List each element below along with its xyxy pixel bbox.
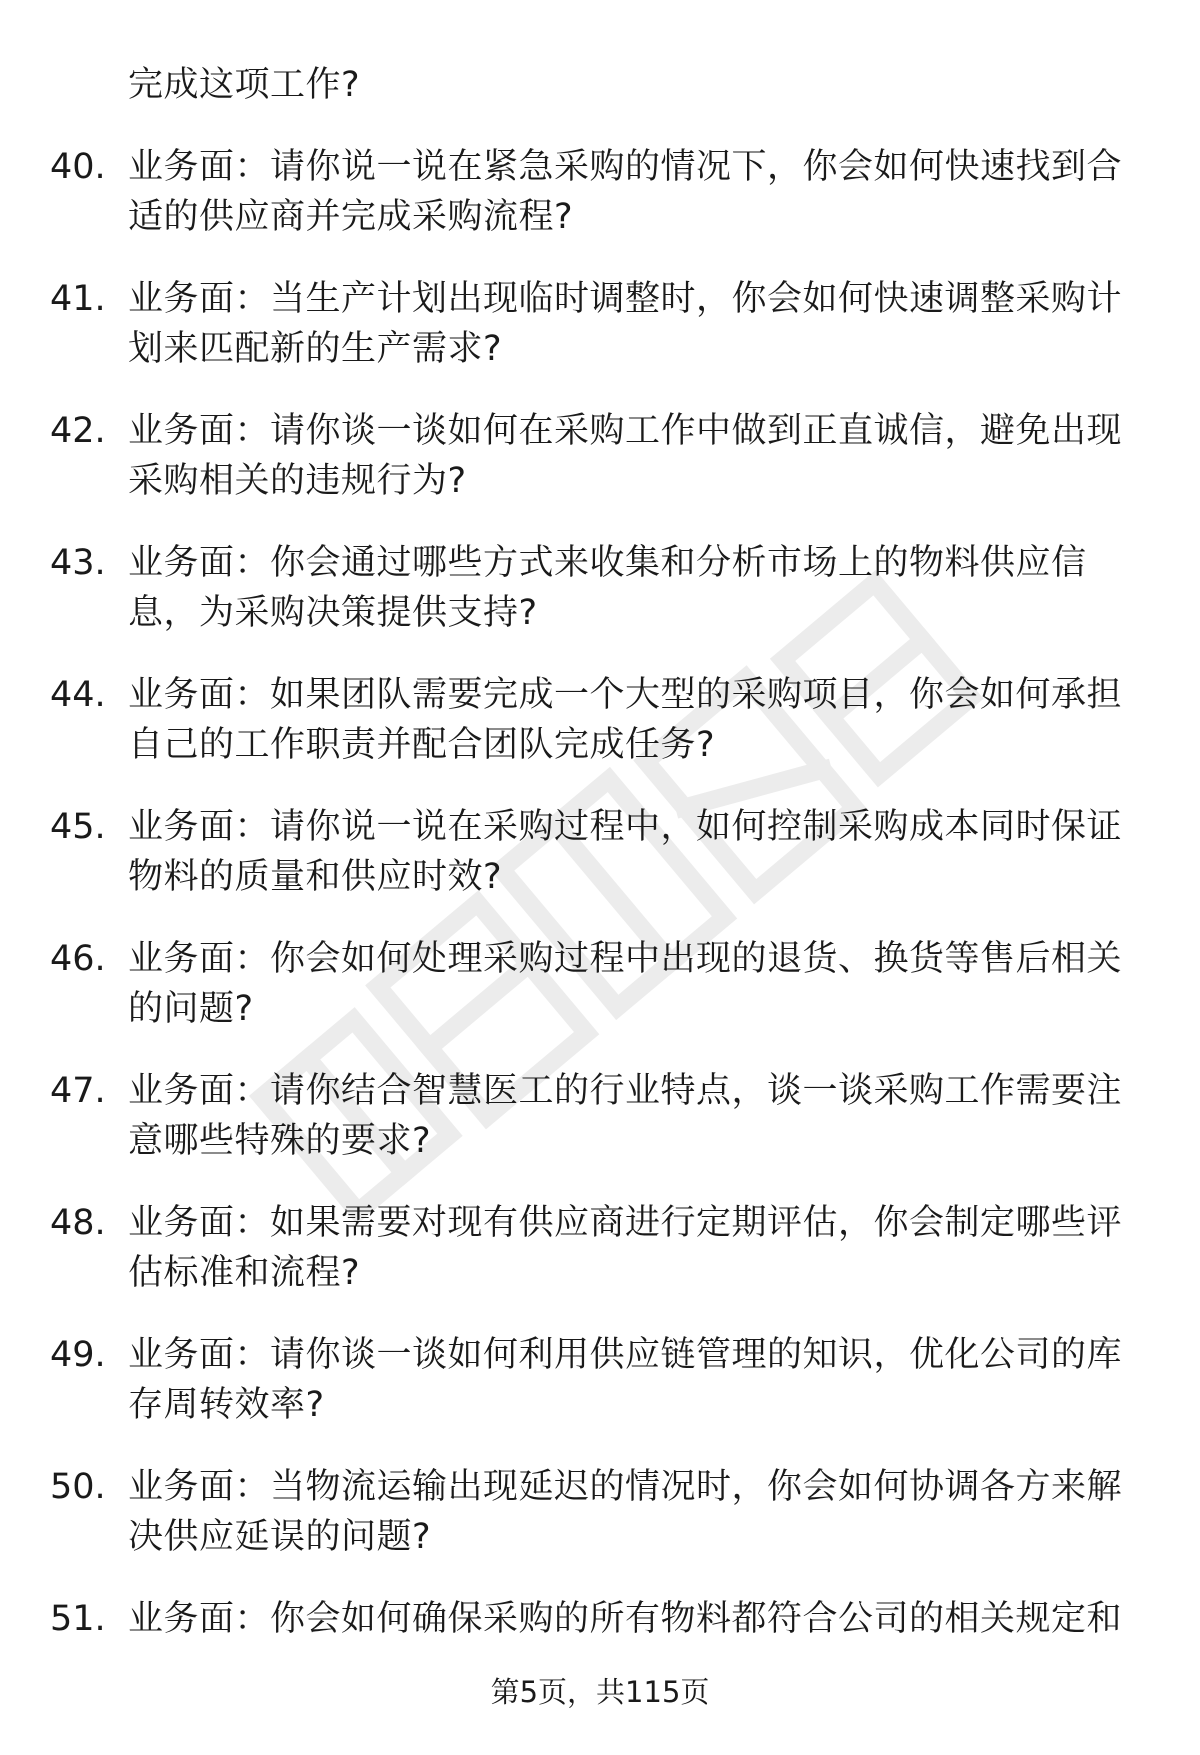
question-number: 48.	[50, 1203, 106, 1243]
question-line: 物料的质量和供应时效?	[128, 857, 503, 897]
question-text	[128, 802, 1138, 902]
question-number: 49.	[50, 1335, 106, 1375]
question-text	[128, 1198, 1138, 1298]
question-text	[128, 934, 1138, 1034]
question-item	[0, 1198, 1200, 1330]
question-line: 业务面：如果需要对现有供应商进行定期评估，你会制定哪些评	[128, 1203, 1123, 1243]
question-item	[0, 142, 1200, 274]
question-number: 43.	[50, 543, 106, 583]
question-line: 业务面：请你说一说在紧急采购的情况下，你会如何快速找到合	[128, 147, 1123, 187]
question-text	[128, 406, 1138, 506]
question-item	[0, 406, 1200, 538]
question-number: 42.	[50, 411, 106, 451]
question-line: 业务面：当物流运输出现延迟的情况时，你会如何协调各方来解	[128, 1467, 1123, 1507]
question-line: 业务面：请你说一说在采购过程中，如何控制采购成本同时保证	[128, 807, 1123, 847]
question-line: 划来匹配新的生产需求?	[128, 329, 503, 369]
question-line: 采购相关的违规行为?	[128, 461, 467, 501]
question-number: 41.	[50, 279, 106, 319]
question-line: 适的供应商并完成采购流程?	[128, 197, 574, 237]
question-item	[0, 934, 1200, 1066]
question-item	[0, 1330, 1200, 1462]
question-line: 业务面：如果团队需要完成一个大型的采购项目，你会如何承担	[128, 675, 1123, 715]
continuation-text: 完成这项工作?	[128, 65, 361, 105]
question-line: 估标准和流程?	[128, 1253, 361, 1293]
question-line: 自己的工作职责并配合团队完成任务?	[128, 725, 716, 765]
question-item	[0, 1066, 1200, 1198]
question-line: 存周转效率?	[128, 1385, 325, 1425]
question-text	[128, 1330, 1138, 1430]
question-line: 的问题?	[128, 989, 254, 1029]
question-line: 业务面：你会通过哪些方式来收集和分析市场上的物料供应信	[128, 543, 1087, 583]
question-line: 业务面：请你谈一谈如何在采购工作中做到正直诚信，避免出现	[128, 411, 1123, 451]
question-text	[128, 1594, 1138, 1644]
question-item	[0, 802, 1200, 934]
question-text	[128, 670, 1138, 770]
question-line: 息，为采购决策提供支持?	[128, 593, 538, 633]
question-number: 40.	[50, 147, 106, 187]
question-line: 意哪些特殊的要求?	[128, 1121, 432, 1161]
question-text	[128, 142, 1138, 242]
question-line: 业务面：请你谈一谈如何利用供应链管理的知识，优化公司的库	[128, 1335, 1123, 1375]
question-number: 47.	[50, 1071, 106, 1111]
question-number: 46.	[50, 939, 106, 979]
question-text	[128, 538, 1138, 638]
question-text	[128, 274, 1138, 374]
question-item	[0, 538, 1200, 670]
question-line: 业务面：请你结合智慧医工的行业特点，谈一谈采购工作需要注	[128, 1071, 1123, 1111]
question-text	[128, 1066, 1138, 1166]
page-footer: 第5页，共115页	[490, 1675, 710, 1709]
question-number: 50.	[50, 1467, 106, 1507]
question-line: 业务面：你会如何处理采购过程中出现的退货、换货等售后相关	[128, 939, 1123, 979]
question-text	[128, 1462, 1138, 1562]
question-number: 45.	[50, 807, 106, 847]
question-number: 51.	[50, 1599, 106, 1639]
question-item	[0, 274, 1200, 406]
question-item	[0, 1462, 1200, 1594]
question-line: 业务面：当生产计划出现临时调整时，你会如何快速调整采购计	[128, 279, 1123, 319]
question-item	[0, 670, 1200, 802]
question-list	[0, 142, 1200, 1726]
question-number: 44.	[50, 675, 106, 715]
question-line: 决供应延误的问题?	[128, 1517, 432, 1557]
question-line: 业务面：你会如何确保采购的所有物料都符合公司的相关规定和	[128, 1599, 1123, 1639]
